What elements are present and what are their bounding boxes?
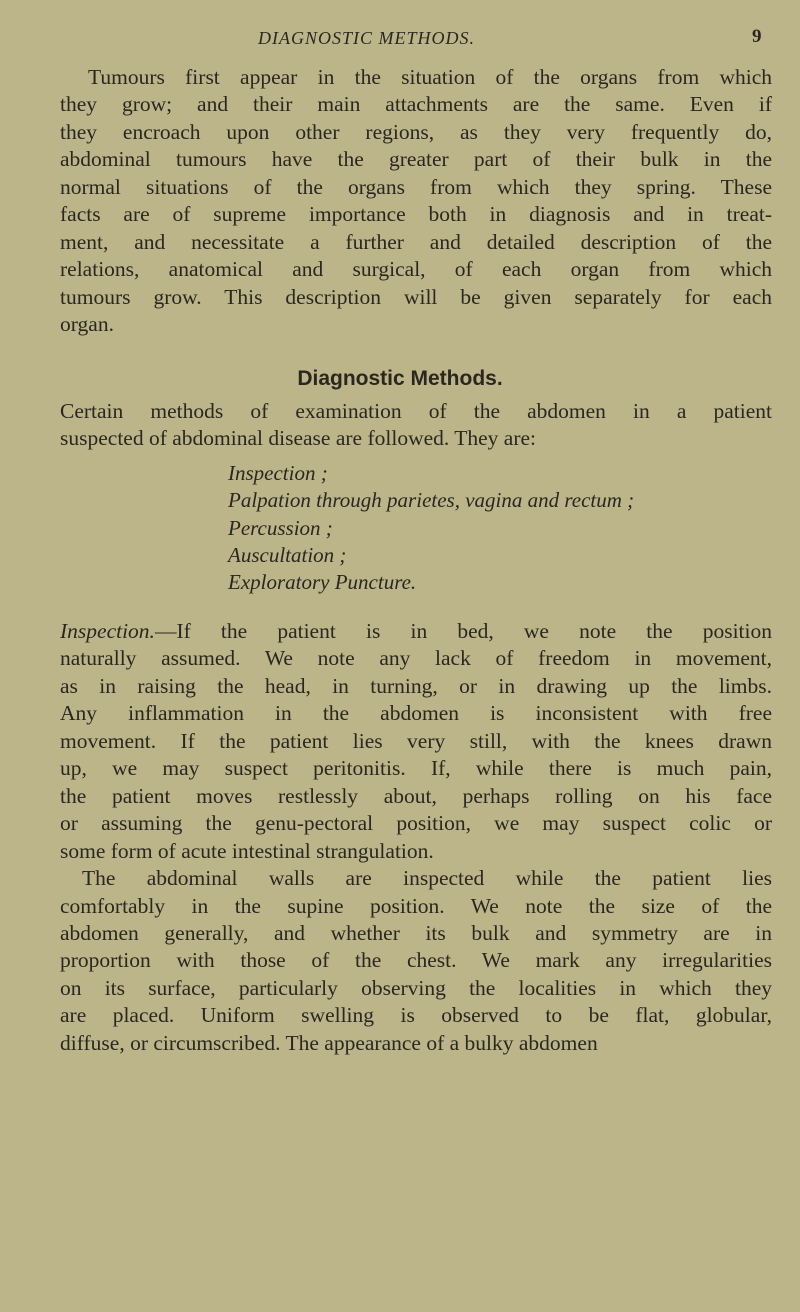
text-line: diffuse, or circumscribed. The appearance of a bulky abdomen [60, 1030, 598, 1055]
text-line: tumours grow. This description will be given separately for each [60, 284, 772, 309]
text-line: they grow; and their main attachments are the same. Even if [60, 92, 772, 117]
section-heading: Diagnostic Methods. [297, 367, 503, 390]
method-list-item: Auscultation ; [228, 542, 347, 567]
text-line: The abdominal walls are inspected while the patient lies [82, 866, 772, 891]
text-line: comfortably in the supine position. We note the size of the [60, 893, 772, 918]
text-line [60, 618, 772, 644]
text-line: Tumours first appear in the situation of the organs from which [88, 65, 772, 89]
method-list-item: Palpation through parietes, vagina and rectum ; [228, 488, 635, 513]
text-line: abdomen generally, and whether its bulk and symmetry are in [60, 920, 772, 945]
method-list-item: Percussion ; [228, 515, 333, 540]
text-line: proportion with those of the chest. We mark any irregularities [60, 948, 772, 973]
text-line: organ. [60, 312, 114, 337]
text-line: ment, and necessitate a further and detailed description of the [60, 229, 772, 254]
text-line: relations, anatomical and surgical, of each organ from which [60, 257, 772, 282]
text-line: on its surface, particularly observing the localities in which they [60, 975, 772, 1000]
text-line: some form of acute intestinal strangulation. [60, 838, 434, 863]
text-line: abdominal tumours have the greater part of their bulk in the [60, 147, 772, 172]
text-line: as in raising the head, in turning, or in drawing up the limbs. [60, 673, 772, 698]
paragraph-lead: Inspection. [60, 619, 155, 643]
text-line: normal situations of the organs from which they spring. These [60, 174, 772, 199]
text-line: suspected of abdominal disease are followed. They are: [60, 426, 537, 451]
text-line: Certain methods of examination of the abdomen in a patient [60, 399, 772, 423]
text-line: the patient moves restlessly about, perhaps rolling on his face [60, 783, 772, 808]
text-line: up, we may suspect peritonitis. If, while there is much pain, [60, 756, 772, 781]
text-line: they encroach upon other regions, as they very frequently do, [60, 119, 772, 144]
page-number: 9 [752, 26, 762, 47]
text-line: Any inflammation in the abdomen is inconsistent with free [60, 701, 772, 726]
method-list-item: Exploratory Puncture. [228, 570, 417, 595]
text-line: facts are of supreme importance both in diagnosis and in treat- [60, 202, 772, 227]
text-line: movement. If the patient lies very still, with the knees drawn [60, 728, 772, 753]
line-text: —If the patient is in bed, we note the position [154, 619, 772, 643]
text-line: are placed. Uniform swelling is observed to be flat, globular, [60, 1003, 772, 1028]
text-line: or assuming the genu-pectoral position, we may suspect colic or [60, 811, 772, 836]
method-list-item: Inspection ; [228, 461, 328, 485]
running-header: DIAGNOSTIC METHODS. [258, 28, 475, 48]
text-line: naturally assumed. We note any lack of freedom in movement, [60, 646, 772, 671]
